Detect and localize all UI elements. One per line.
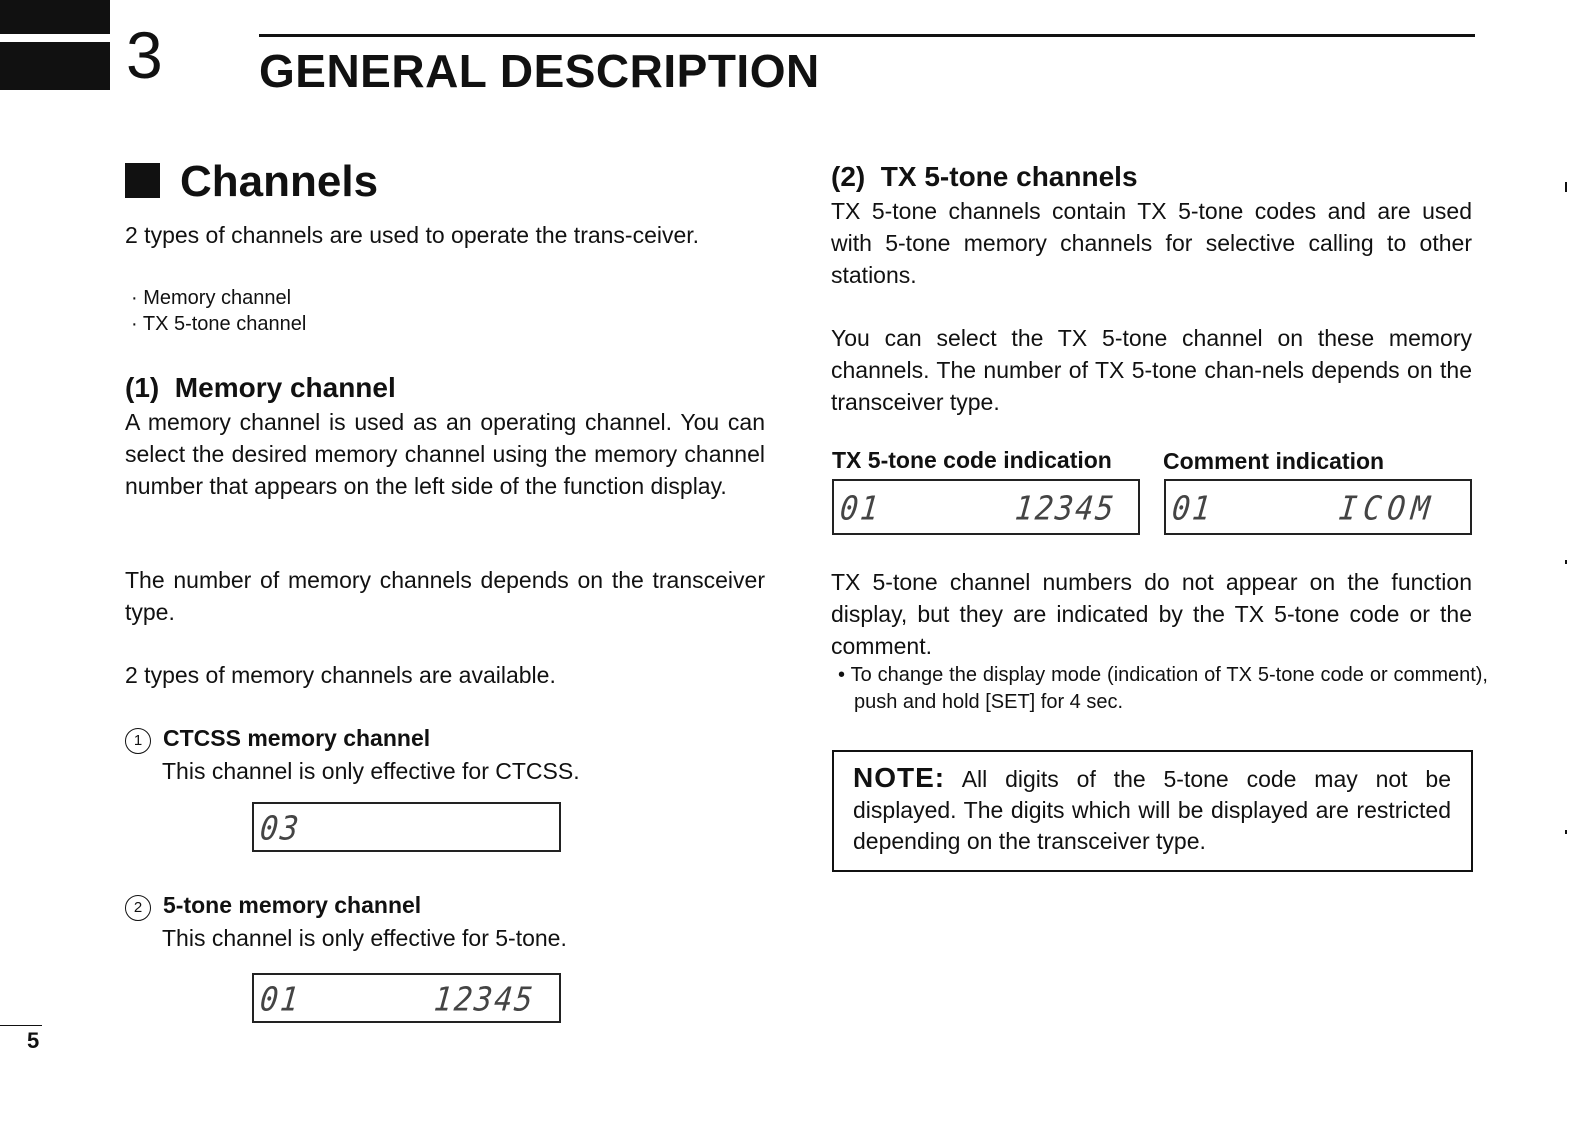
fivetone-desc: This channel is only effective for 5-tone.	[162, 925, 567, 951]
fivetone-lcd-display	[252, 973, 561, 1023]
channel-type-memory: · Memory channel	[131, 287, 292, 309]
chapter-tab-bar-top	[0, 0, 110, 34]
page-number: 5	[27, 1028, 40, 1053]
header-rule	[259, 34, 1475, 37]
chapter-title: GENERAL DESCRIPTION	[259, 45, 820, 97]
code-indication-label: TX 5-tone code indication	[832, 447, 1112, 473]
tx5tone-para2: You can select the TX 5-tone channel on these memory channels. The number of TX 5-tone chan-nels depends on the transceiver type.	[831, 325, 1472, 415]
note-label: NOTE:	[853, 762, 946, 793]
lcd-channel-number: 01	[838, 490, 883, 529]
section-square-icon	[125, 163, 160, 198]
tx5tone-heading: (2) TX 5-tone channels	[831, 161, 1138, 192]
tx5tone-para1: TX 5-tone channels contain TX 5-tone codes and are used with 5-tone memory channels for selective calling to other stations.	[831, 198, 1472, 288]
scan-edge-mark	[1565, 182, 1567, 192]
scan-edge-mark	[1565, 560, 1567, 564]
ctcss-desc: This channel is only effective for CTCSS.	[162, 758, 580, 784]
lcd-tone-code: 12345	[432, 981, 537, 1020]
memory-channel-para3: 2 types of memory channels are available.	[125, 662, 556, 688]
ctcss-lcd-display	[252, 802, 561, 852]
code-lcd-display	[832, 479, 1140, 535]
lcd-tone-code: 12345	[1013, 490, 1118, 529]
memory-channel-heading: (1) Memory channel	[125, 372, 396, 403]
page-number-rule	[0, 1025, 42, 1026]
lcd-comment-text: ICOM	[1337, 490, 1438, 529]
ctcss-heading: 1 CTCSS memory channel	[125, 727, 430, 754]
note-content	[853, 762, 1451, 857]
display-mode-bullet: • To change the display mode (indication of TX 5-tone code or comment), push and hold [SET] for 4 sec.	[838, 664, 1488, 713]
channel-type-tx5tone: · TX 5-tone channel	[131, 313, 307, 335]
scan-edge-mark	[1565, 830, 1567, 834]
lcd-channel-number: 01	[1170, 490, 1215, 529]
circled-number-2: 2	[125, 895, 151, 921]
note-text: All digits of the 5-tone code may not be displayed. The digits which will be displayed are restricted depending on the transceiver type.	[853, 766, 1451, 854]
lcd-channel-number: 01	[258, 981, 303, 1020]
chapter-tab-bar-bottom	[0, 42, 110, 90]
fivetone-heading: 2 5-tone memory channel	[125, 894, 421, 921]
section-title: Channels	[125, 160, 378, 204]
tx5tone-para3: TX 5-tone channel numbers do not appear on the function display, but they are indicated by the TX 5-tone code or the comment.	[831, 569, 1472, 659]
comment-lcd-display	[1164, 479, 1472, 535]
chapter-number: 3	[126, 18, 163, 92]
comment-indication-label: Comment indication	[1163, 448, 1385, 474]
circled-number-1: 1	[125, 728, 151, 754]
lcd-channel-number: 03	[258, 810, 303, 849]
memory-channel-para2: The number of memory channels depends on the transceiver type.	[125, 567, 765, 625]
channels-intro: 2 types of channels are used to operate the trans-ceiver.	[125, 222, 700, 248]
note-box	[832, 750, 1473, 872]
memory-channel-para1: A memory channel is used as an operating channel. You can select the desired memory channel using the memory channel number that appears on the left side of the function display.	[125, 409, 765, 499]
